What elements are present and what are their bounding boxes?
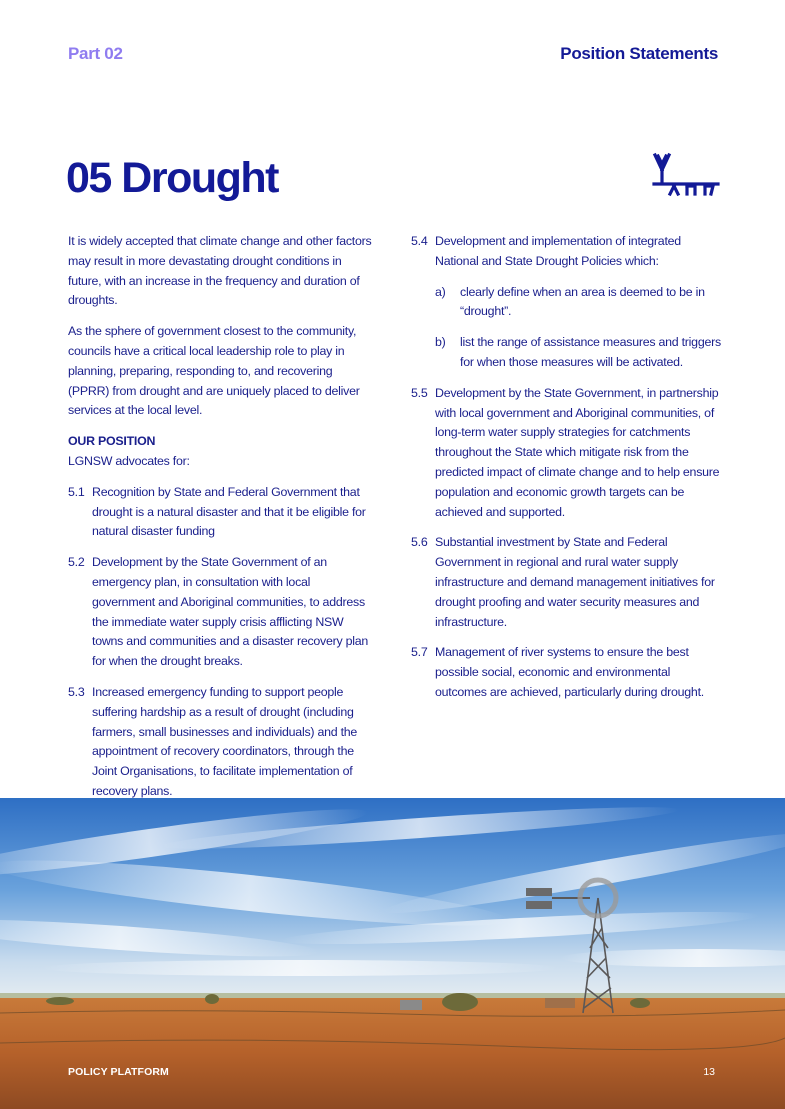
item-text: Development and implementation of integrated National and State Drought Policies which: [435,234,681,268]
item-text: Increased emergency funding to support people suffering hardship as a result of drought (including farmers, small businesses and individuals) and the appointment of recovery coordinators, through the Joint Organisations, to facilitate implementation of recovery plans. [92,684,358,798]
aboriginal-tree-symbol-icon [650,150,720,198]
position-item-5-4 [411,232,721,272]
item-number: 5.1 [68,484,85,499]
item-number: 5.5 [411,385,428,400]
item-text: Development by the State Government, in partnership with local government and Aboriginal communities, of long-term water supply strategies for catchments throughout the State which mitigate risk from the predicted impact of climate change and to help ensure population and economic growth targets can be achieved and supported. [435,385,720,519]
item-number: 5.4 [411,234,428,248]
right-column [411,232,721,714]
position-item-5-1 [68,483,373,542]
item-number: 5.2 [68,555,85,570]
item-text: Substantial investment by State and Federal Government in regional and rural water supply infrastructure and demand management initiatives for drought proofing and water security measures and infrastructure. [435,535,715,629]
sub-item-a [435,283,721,323]
left-column [68,232,373,813]
item-text: Development by the State Government of an emergency plan, in consultation with local government and Aboriginal communities, to address the immediate water supply crisis afflicting NSW towns and communities and a disaster recovery plan for when the drought breaks. [92,555,369,669]
position-item-5-3 [68,683,373,802]
position-item-5-6 [411,533,721,632]
item-number: 5.7 [411,645,428,660]
our-position-intro: LGNSW advocates for: [68,453,190,468]
position-item-5-7 [411,643,721,702]
section-label: Position Statements [560,44,718,63]
sub-item-letter: a) [435,284,446,299]
page-title: 05 Drought [66,154,278,202]
item-text: Recognition by State and Federal Government that drought is a natural disaster and that it be eligible for natural disaster funding [92,484,366,539]
outback-windmill-photo [0,798,785,1109]
item-number: 5.3 [68,684,85,699]
sub-item-b [435,333,721,373]
intro-paragraph: It is widely accepted that climate change and other factors may result in more devastating drought conditions in future, with an increase in the frequency and duration of droughts. [68,234,372,308]
sub-item-text: list the range of assistance measures and triggers for when those measures will be activated. [460,335,721,369]
item-text: Management of river systems to ensure the best possible social, economic and environmental outcomes are achieved, particularly during drought. [435,645,704,699]
position-item-5-5 [411,384,721,523]
sub-item-letter: b) [435,335,446,350]
footer-label: POLICY PLATFORM [68,1066,169,1078]
item-number: 5.6 [411,535,428,550]
intro-paragraph: As the sphere of government closest to the community, councils have a critical local leadership role to play in planning, preparing, responding to, and recovering (PPRR) from drought and are uniquely placed to deliver services at the local level. [68,324,360,418]
our-position-heading: OUR POSITION [68,434,156,449]
position-item-5-2 [68,553,373,672]
sub-item-text: clearly define when an area is deemed to be in “drought”. [460,284,705,319]
part-label: Part 02 [68,44,123,63]
page-number: 13 [703,1066,715,1078]
